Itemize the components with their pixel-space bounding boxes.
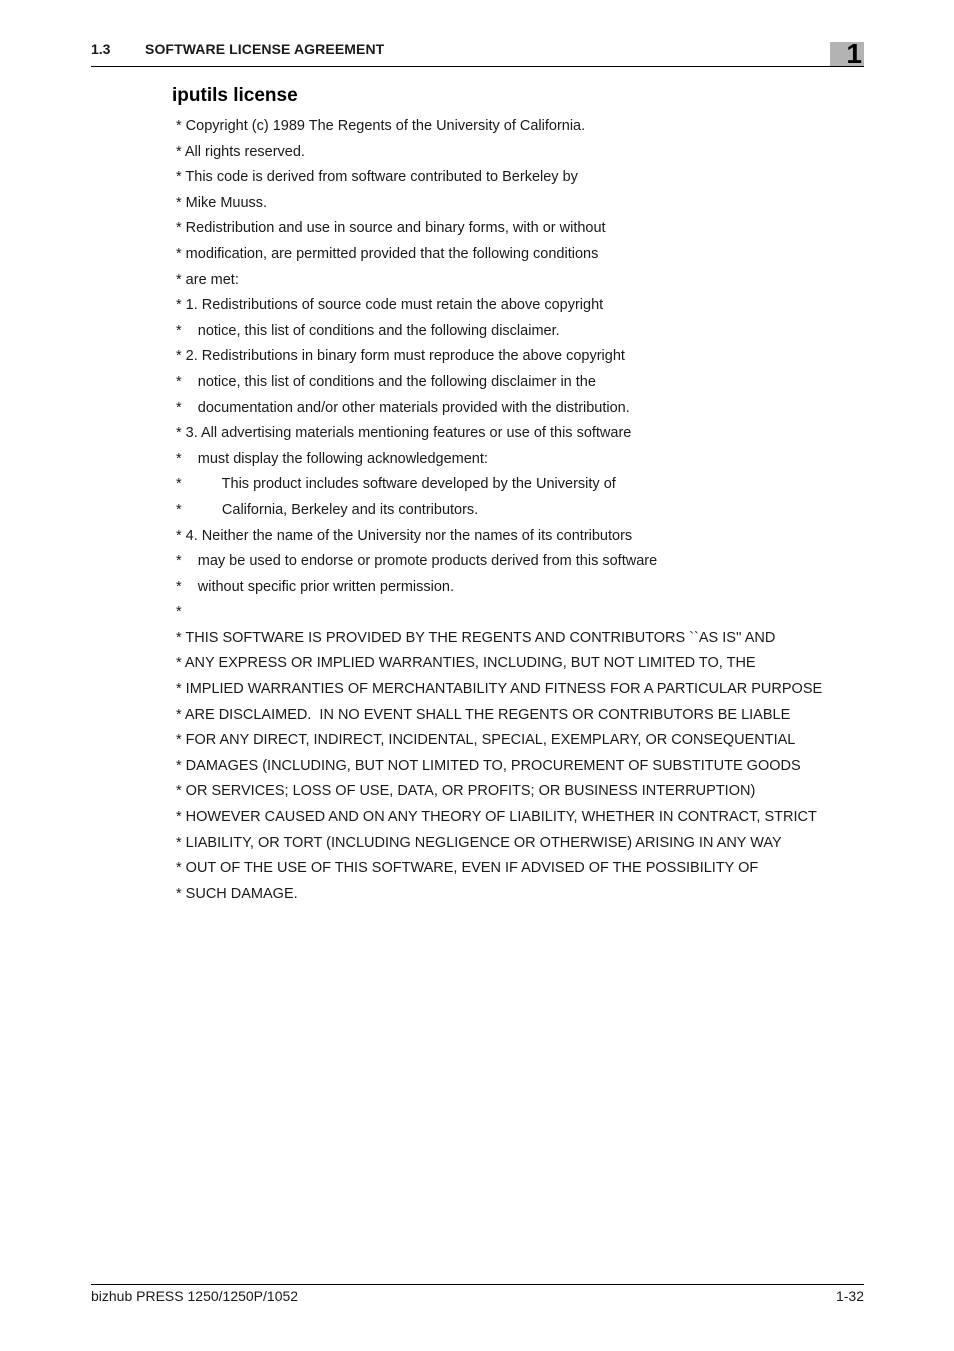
- license-line: * ARE DISCLAIMED. IN NO EVENT SHALL THE REGENTS OR CONTRIBUTORS BE LIABLE: [176, 706, 791, 723]
- license-line: * This code is derived from software contributed to Berkeley by: [176, 169, 578, 186]
- footer-page-number: 1-32: [835, 1288, 864, 1304]
- license-line: * SUCH DAMAGE.: [176, 885, 298, 902]
- license-line: * without specific prior written permission.: [176, 578, 455, 595]
- license-line: * This product includes software developed by the University of: [176, 476, 616, 493]
- license-line: * LIABILITY, OR TORT (INCLUDING NEGLIGENCE OR OTHERWISE) ARISING IN ANY WAY: [176, 834, 782, 851]
- section-number: 1.3: [91, 41, 111, 57]
- license-line: * 4. Neither the name of the University nor the names of its contributors: [176, 527, 633, 544]
- license-line: * 3. All advertising materials mentioning features or use of this software: [176, 425, 632, 442]
- license-line: * OUT OF THE USE OF THIS SOFTWARE, EVEN IF ADVISED OF THE POSSIBILITY OF: [176, 860, 759, 877]
- license-line: *: [176, 604, 182, 621]
- chapter-number: 1: [846, 38, 862, 69]
- license-line: * modification, are permitted provided that the following conditions: [176, 245, 599, 262]
- license-line: * OR SERVICES; LOSS OF USE, DATA, OR PROFITS; OR BUSINESS INTERRUPTION): [176, 783, 756, 800]
- license-line: * are met:: [176, 271, 239, 288]
- license-line: * documentation and/or other materials provided with the distribution.: [176, 399, 630, 416]
- page-footer: [91, 1284, 864, 1304]
- license-line: * Copyright (c) 1989 The Regents of the University of California.: [176, 118, 586, 134]
- license-line: * FOR ANY DIRECT, INDIRECT, INCIDENTAL, SPECIAL, EXEMPLARY, OR CONSEQUENTIAL: [176, 732, 796, 749]
- license-line: * Mike Muuss.: [176, 194, 268, 211]
- page-header: [91, 36, 864, 67]
- footer-product-name: bizhub PRESS 1250/1250P/1052: [91, 1288, 299, 1304]
- license-text: [176, 116, 822, 909]
- license-line: * DAMAGES (INCLUDING, BUT NOT LIMITED TO, PROCUREMENT OF SUBSTITUTE GOODS: [176, 757, 801, 774]
- license-line: * notice, this list of conditions and the following disclaimer in the: [176, 373, 596, 390]
- license-line: * 1. Redistributions of source code must retain the above copyright: [176, 297, 604, 314]
- license-line: * HOWEVER CAUSED AND ON ANY THEORY OF LIABILITY, WHETHER IN CONTRACT, STRICT: [176, 809, 817, 826]
- license-line: * Redistribution and use in source and binary forms, with or without: [176, 220, 606, 237]
- license-line: * THIS SOFTWARE IS PROVIDED BY THE REGENTS AND CONTRIBUTORS ``AS IS'' AND: [176, 629, 776, 646]
- license-line: * All rights reserved.: [176, 143, 305, 160]
- license-line: * IMPLIED WARRANTIES OF MERCHANTABILITY AND FITNESS FOR A PARTICULAR PURPOSE: [176, 681, 823, 698]
- license-line: * California, Berkeley and its contributors.: [176, 501, 479, 518]
- license-line: * must display the following acknowledgement:: [176, 450, 488, 467]
- chapter-tab: [830, 38, 864, 69]
- license-line: * notice, this list of conditions and the following disclaimer.: [176, 322, 560, 339]
- section-title: SOFTWARE LICENSE AGREEMENT: [145, 41, 385, 57]
- license-line: * ANY EXPRESS OR IMPLIED WARRANTIES, INCLUDING, BUT NOT LIMITED TO, THE: [176, 655, 756, 672]
- license-line: * may be used to endorse or promote products derived from this software: [176, 553, 658, 570]
- license-line: * 2. Redistributions in binary form must reproduce the above copyright: [176, 348, 625, 365]
- license-heading: iputils license: [172, 85, 298, 106]
